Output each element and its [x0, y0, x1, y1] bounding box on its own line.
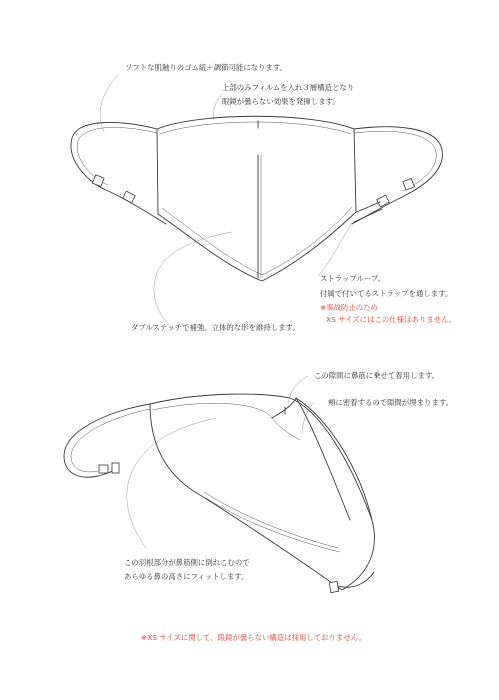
- left-band-adjuster-slot: [123, 191, 136, 203]
- side-band-adjuster: [99, 465, 108, 473]
- annotation-gap-nose: この隙間に鼻筋に乗せて着用します。: [314, 371, 440, 380]
- side-lower-adjuster: [329, 581, 339, 592]
- annotation-strap-line2: 付属で付いてるストラップを通します。: [320, 289, 453, 298]
- left-ear-band-inner: [77, 127, 157, 185]
- annotation-film-line1: 上部のみフィルムを入れ３層構造となり: [222, 83, 355, 92]
- annotation-wing-line1: この羽根部分が鼻筋側に倒れこむので: [124, 558, 250, 567]
- front-mask-body: [157, 116, 356, 281]
- annotation-strap-note1: ※事故防止のため: [320, 303, 378, 312]
- side-ear-band-inner: [71, 409, 150, 472]
- left-ear-band: [71, 122, 166, 224]
- side-band-adjuster-2: [112, 463, 119, 473]
- strap-loop: [352, 202, 382, 222]
- leader-film: [213, 94, 222, 120]
- annotation-film-line2: 眼鏡が曇らない効果を発揮します。: [222, 97, 340, 106]
- front-view-mask: [71, 116, 442, 281]
- annotation-gap-fit: 頬に密着するので隙間が埋まります。: [328, 398, 454, 407]
- annotation-strap-line1: ストラップループ。: [320, 274, 386, 283]
- annotation-double-stitch: ダブルステッチで補強。立体的な形を維持します。: [131, 323, 300, 332]
- annotation-wing-line2: あらゆる鼻の高さにフィットします。: [124, 572, 249, 581]
- right-band-adjuster-slot: [377, 195, 390, 207]
- right-ear-band-inner: [354, 131, 436, 191]
- right-band-adjuster: [403, 178, 415, 190]
- annotation-strap-note2: XS サイズにはこの仕様はありません。: [326, 315, 457, 324]
- leader-soft-band: [100, 75, 118, 132]
- annotation-soft-band: ソフトな肌触りのゴム紐＋調節可能になります。: [125, 63, 288, 72]
- footer-note: ※XS サイズに関して、眼鏡が曇らない構造は採用しておりません。: [141, 633, 366, 642]
